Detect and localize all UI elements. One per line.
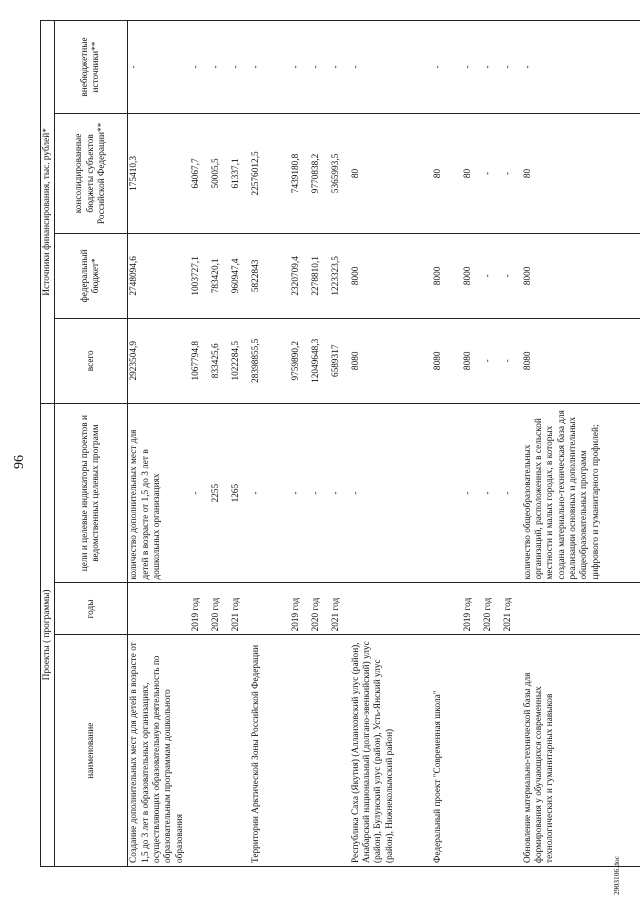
row-year-cell: 2019 год <box>462 583 482 635</box>
row-goal-cell: - <box>190 403 210 583</box>
row-name-cell <box>310 635 330 867</box>
row-total-cell: 12049648,3 <box>310 318 330 403</box>
row-total-cell: 6589317 <box>330 318 350 403</box>
row-extra-cell: - <box>290 21 310 114</box>
table-row <box>190 21 210 867</box>
row-extra-cell: - <box>128 21 190 114</box>
row-extra-cell: - <box>210 21 230 114</box>
row-regional-cell: 175410,3 <box>128 113 190 233</box>
row-name-cell <box>502 635 522 867</box>
table-row <box>230 21 250 867</box>
row-year-cell <box>250 583 290 635</box>
row-federal-cell: 1223323,5 <box>330 233 350 318</box>
row-regional-cell: 80 <box>432 113 462 233</box>
row-federal-cell: 8000 <box>462 233 482 318</box>
row-federal-cell: 1003727,1 <box>190 233 210 318</box>
row-federal-cell: 2278810,1 <box>310 233 330 318</box>
row-regional-cell: 80 <box>522 113 640 233</box>
row-total-cell: - <box>482 318 502 403</box>
row-year-cell: 2019 год <box>190 583 210 635</box>
table-row <box>210 21 230 867</box>
row-total-cell: 28398855,5 <box>250 318 290 403</box>
row-extra-cell: - <box>310 21 330 114</box>
table-row <box>310 21 330 867</box>
row-goal-cell: - <box>482 403 502 583</box>
table-row <box>128 21 190 867</box>
row-regional-cell: 61337,1 <box>230 113 250 233</box>
row-goal-cell: - <box>350 403 432 583</box>
row-name-cell: Создание дополнительных мест для детей в возрасте от 1,5 до 3 лет в образовательных организациях, осуществляющих образовательную деятельность по образовательным программам дошкольного образования <box>128 635 190 867</box>
row-name-cell <box>210 635 230 867</box>
row-name-cell: Федеральный проект "Современная школа" <box>432 635 462 867</box>
row-extra-cell: - <box>482 21 502 114</box>
table-row <box>290 21 310 867</box>
row-total-cell: 2923504,9 <box>128 318 190 403</box>
row-year-cell <box>522 583 640 635</box>
total-header: всего <box>55 318 128 403</box>
row-extra-cell: - <box>432 21 462 114</box>
row-federal-cell: 8000 <box>522 233 640 318</box>
row-goal-cell: - <box>502 403 522 583</box>
row-goal-cell: количество общеобразовательных организаций, расположенных в сельской местности и малых городах, в которых создана материально-техническая база для реализации основных и дополнительных общеобразовательных программ цифрового и гуманитарного профилей; <box>522 403 640 583</box>
row-name-cell <box>462 635 482 867</box>
row-regional-cell: - <box>482 113 502 233</box>
row-regional-cell: 9770838,2 <box>310 113 330 233</box>
row-total-cell: 1022284,5 <box>230 318 250 403</box>
row-extra-cell: - <box>230 21 250 114</box>
row-federal-cell: - <box>502 233 522 318</box>
row-goal-cell: - <box>250 403 290 583</box>
row-regional-cell: 80 <box>350 113 432 233</box>
row-federal-cell: 2748094,6 <box>128 233 190 318</box>
row-year-cell: 2020 год <box>210 583 230 635</box>
regional-header: консолидированные бюджеты субъектов Российской Федерации** <box>55 113 128 233</box>
row-regional-cell: 50005,5 <box>210 113 230 233</box>
row-regional-cell: - <box>502 113 522 233</box>
row-year-cell: 2020 год <box>482 583 502 635</box>
row-extra-cell: - <box>522 21 640 114</box>
row-name-cell <box>330 635 350 867</box>
row-year-cell <box>432 583 462 635</box>
row-extra-cell: - <box>190 21 210 114</box>
table-row <box>250 21 290 867</box>
row-goal-cell: - <box>290 403 310 583</box>
row-federal-cell: 8000 <box>432 233 462 318</box>
row-total-cell: 8080 <box>522 318 640 403</box>
row-regional-cell: 22576012,5 <box>250 113 290 233</box>
row-federal-cell: 783420,1 <box>210 233 230 318</box>
row-federal-cell: 2320709,4 <box>290 233 310 318</box>
row-federal-cell: 960947,4 <box>230 233 250 318</box>
row-name-cell: Республика Саха (Якутия) (Аллаиховский улус (район), Анабарский национальный (долгано-эвенкийский) улус (район), Булунский улус (район), Усть-Янский улус (район), Нижнеколымский район) <box>350 635 432 867</box>
file-name: 2903106.doc <box>612 856 621 895</box>
row-regional-cell: 80 <box>462 113 482 233</box>
name-header: наименование <box>55 635 128 867</box>
row-goal-cell: - <box>462 403 482 583</box>
row-name-cell: Территории Арктической Зоны Российской Федерации <box>250 635 290 867</box>
row-goal-cell: 1265 <box>230 403 250 583</box>
projects-header: Проекты ( программы) <box>41 403 55 866</box>
row-name-cell: Обновление материально-технической базы для формирования у обучающихся современных технологических и гуманитарных навыков <box>522 635 640 867</box>
row-name-cell <box>482 635 502 867</box>
table-body <box>128 21 640 867</box>
sources-header: Источники финансирования, тыс. рублей* <box>41 21 55 404</box>
row-year-cell: 2021 год <box>330 583 350 635</box>
years-header: годы <box>55 583 128 635</box>
table-row <box>482 21 502 867</box>
row-total-cell: 8080 <box>462 318 482 403</box>
row-goal-cell: - <box>310 403 330 583</box>
table-row <box>330 21 350 867</box>
row-total-cell: 833425,6 <box>210 318 230 403</box>
row-regional-cell: 5365993,5 <box>330 113 350 233</box>
row-year-cell: 2019 год <box>290 583 310 635</box>
row-total-cell: 1067794,8 <box>190 318 210 403</box>
row-extra-cell: - <box>250 21 290 114</box>
table-row <box>350 21 432 867</box>
row-federal-cell: - <box>482 233 502 318</box>
row-year-cell <box>350 583 432 635</box>
row-regional-cell: 64067,7 <box>190 113 210 233</box>
row-total-cell: 9759890,2 <box>290 318 310 403</box>
row-regional-cell: 7439180,8 <box>290 113 310 233</box>
page-number: 96 <box>12 455 27 469</box>
row-federal-cell: 5822843 <box>250 233 290 318</box>
row-year-cell: 2020 год <box>310 583 330 635</box>
row-year-cell: 2021 год <box>502 583 522 635</box>
row-total-cell: 8080 <box>350 318 432 403</box>
row-goal-cell <box>432 403 462 583</box>
row-extra-cell: - <box>462 21 482 114</box>
row-federal-cell: 8000 <box>350 233 432 318</box>
row-name-cell <box>230 635 250 867</box>
header-row-top <box>41 21 55 867</box>
header-row-columns <box>55 21 128 867</box>
row-extra-cell: - <box>330 21 350 114</box>
row-extra-cell: - <box>502 21 522 114</box>
row-total-cell: 8080 <box>432 318 462 403</box>
row-year-cell: 2021 год <box>230 583 250 635</box>
row-total-cell: - <box>502 318 522 403</box>
table-row <box>432 21 462 867</box>
row-extra-cell: - <box>350 21 432 114</box>
table-row <box>462 21 482 867</box>
extra-header: внебюджетные источники** <box>55 21 128 114</box>
table-row <box>522 21 640 867</box>
row-goal-cell: 2255 <box>210 403 230 583</box>
row-name-cell <box>190 635 210 867</box>
goals-header: цели и целевые индикаторы проектов и ведомственных целевых программ <box>55 403 128 583</box>
row-goal-cell: - <box>330 403 350 583</box>
row-name-cell <box>290 635 310 867</box>
federal-header: федеральный бюджет* <box>55 233 128 318</box>
row-goal-cell: количество дополнительных мест для детей в возрасте от 1,5 до 3 лет в дошкольных организациях <box>128 403 190 583</box>
table-row <box>502 21 522 867</box>
financing-table <box>40 20 640 867</box>
row-year-cell <box>128 583 190 635</box>
